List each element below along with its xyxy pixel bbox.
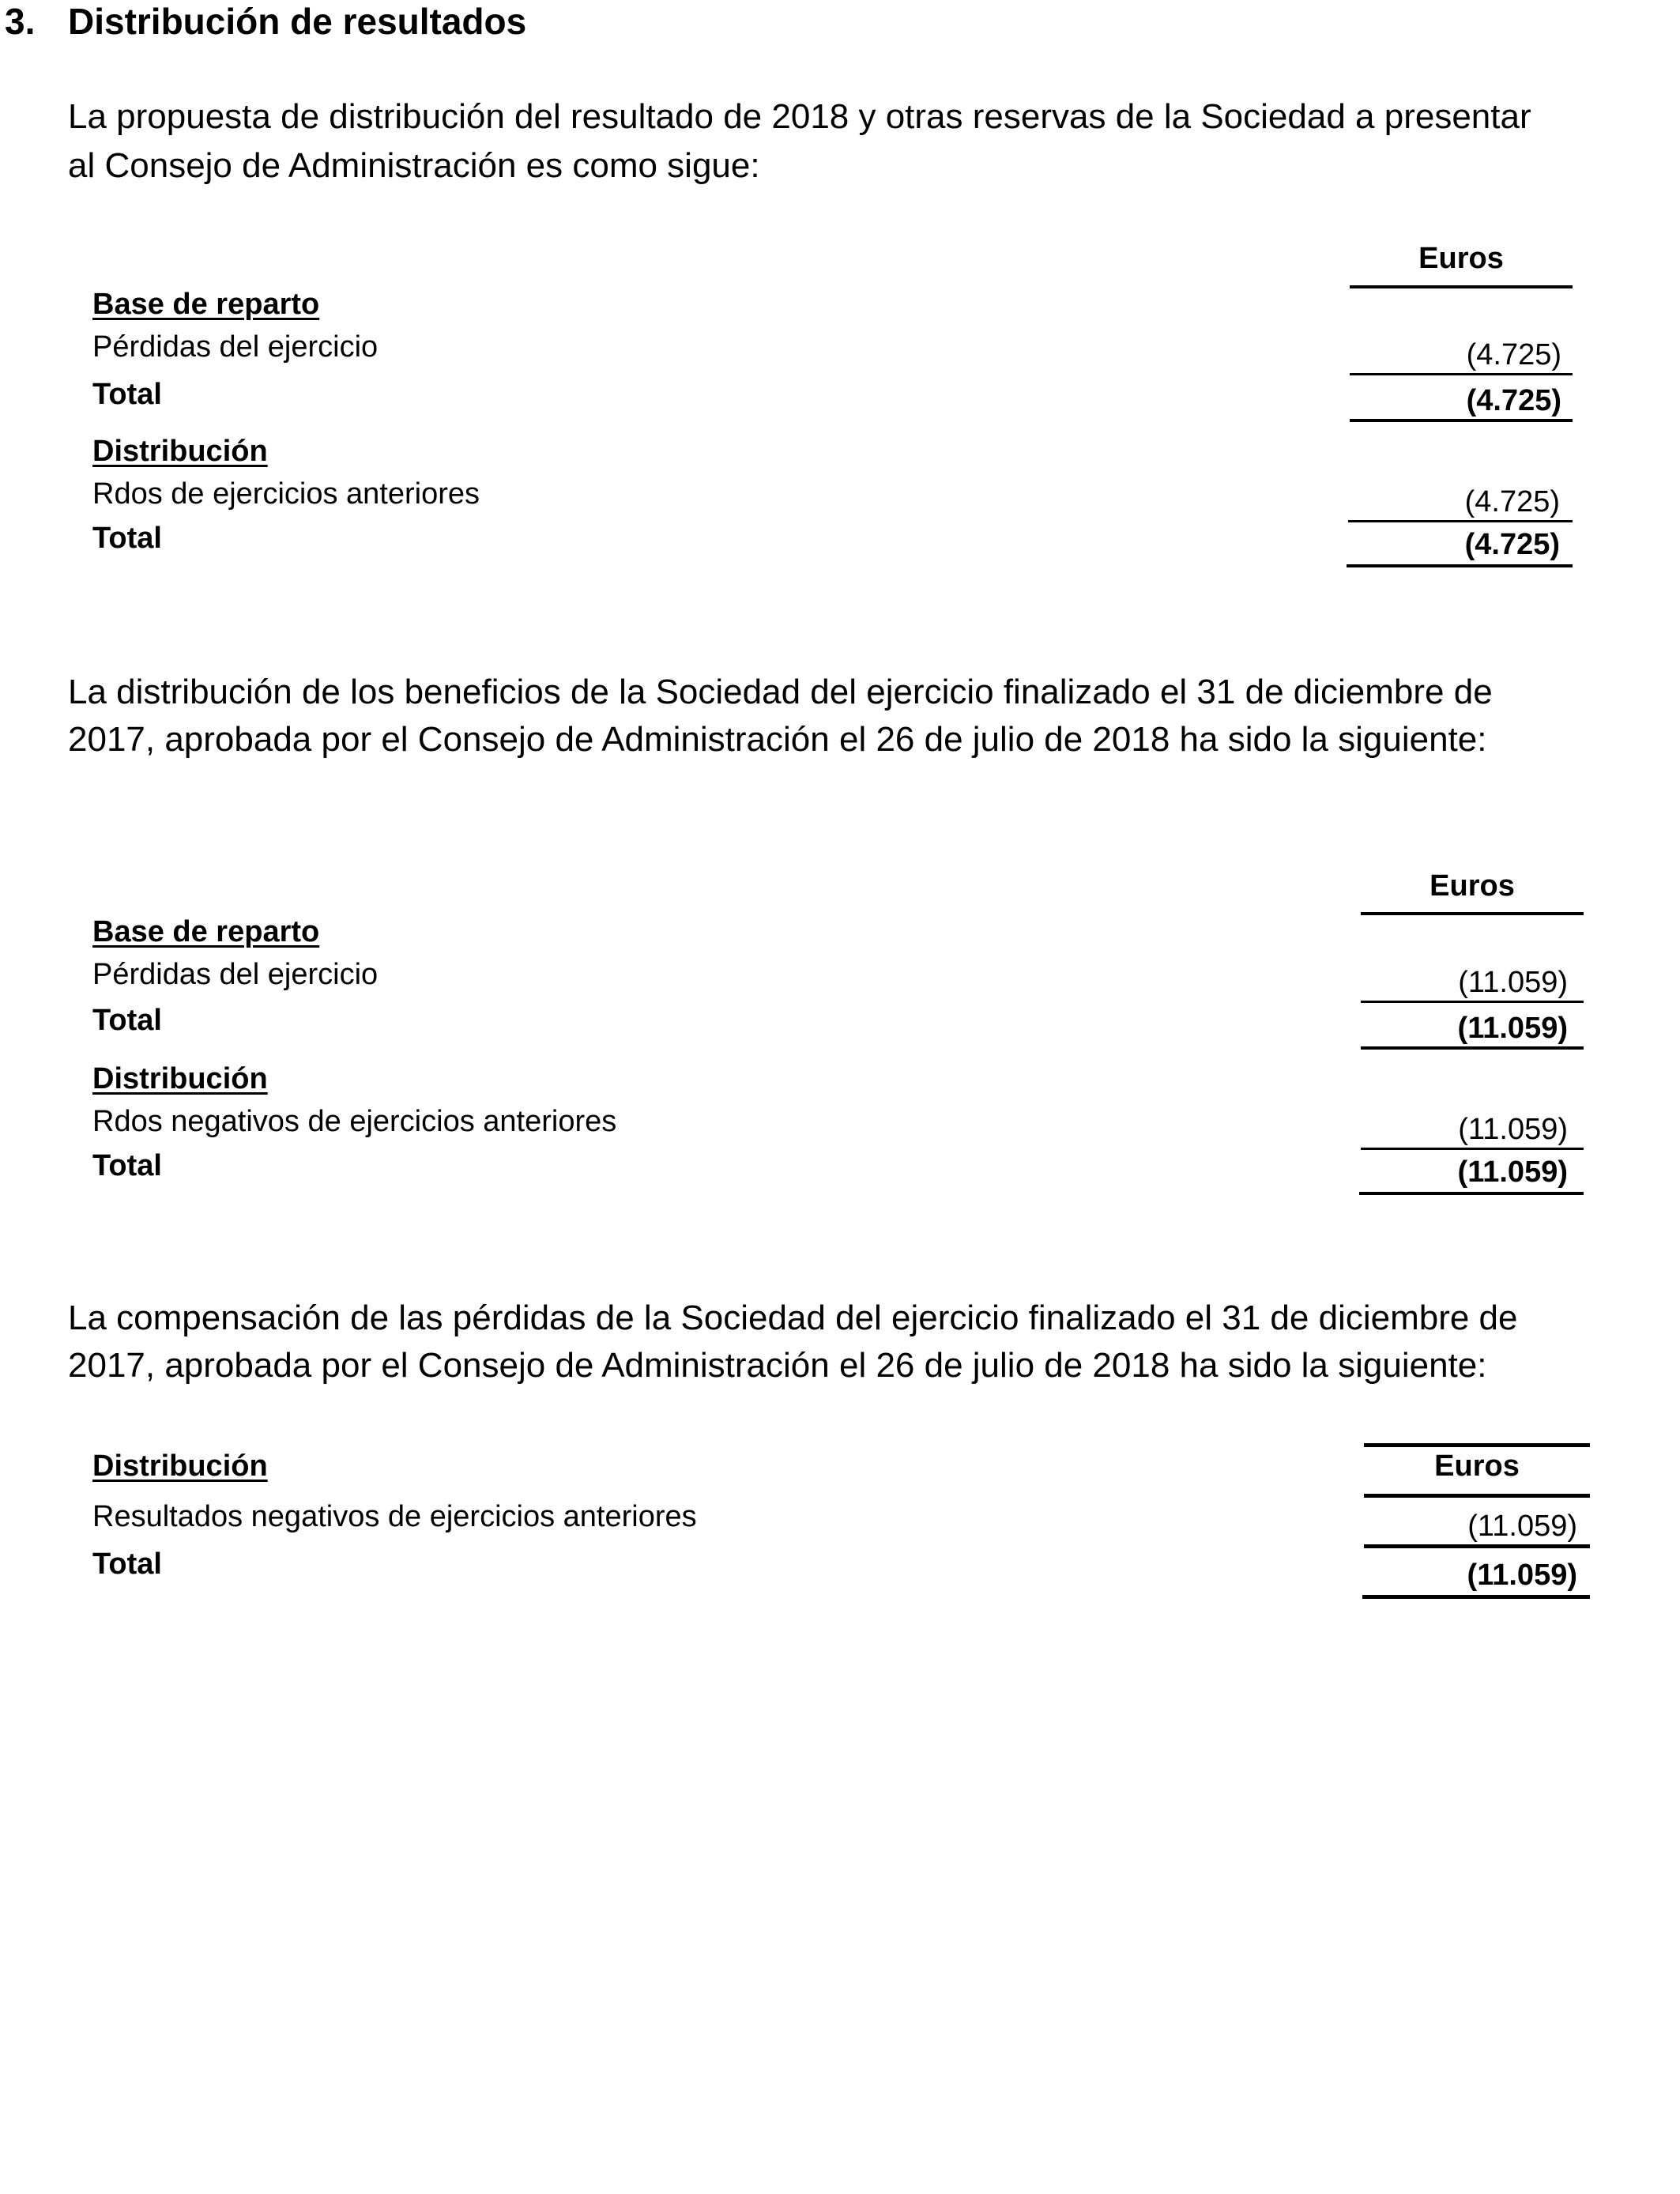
distribution-heading: Distribución <box>92 435 268 468</box>
divider <box>1348 520 1573 522</box>
paragraph-3-line-2: 2017, aprobada por el Consejo de Administración el 26 de julio de 2018 ha sido la siguiente: <box>68 1346 1487 1385</box>
base-item-label: Pérdidas del ejercicio <box>92 330 379 364</box>
distribution-total-label: Total <box>92 1547 162 1581</box>
paragraph-1-line-2: al Consejo de Administración es como sigue: <box>68 146 760 185</box>
distribution-total-label: Total <box>92 1149 162 1182</box>
paragraph-2-line-2: 2017, aprobada por el Consejo de Administración el 26 de julio de 2018 ha sido la siguiente: <box>68 720 1487 759</box>
column-header-euros: Euros <box>1430 869 1515 903</box>
paragraph-3-line-1: La compensación de las pérdidas de la Sociedad del ejercicio finalizado el 31 de diciembre de <box>68 1299 1518 1337</box>
paragraph-2-line-1: La distribución de los beneficios de la Sociedad del ejercicio finalizado el 31 de diciembre de <box>68 673 1493 711</box>
distribution-item-label: Rdos de ejercicios anteriores <box>92 477 480 511</box>
base-item-value: (11.059) <box>1458 966 1568 999</box>
distribution-item-label: Rdos negativos de ejercicios anteriores <box>92 1105 617 1138</box>
divider <box>1350 419 1573 422</box>
base-total-value: (4.725) <box>1466 384 1561 417</box>
section-title: Distribución de resultados <box>68 1 527 42</box>
paragraph-1-line-1: La propuesta de distribución del resultado de 2018 y otras reservas de la Sociedad a presentar <box>68 97 1531 136</box>
divider <box>1361 912 1584 915</box>
divider <box>1359 1192 1584 1195</box>
divider <box>1347 564 1573 567</box>
divider <box>1350 285 1573 288</box>
distribution-total-value: (11.059) <box>1457 1155 1568 1189</box>
distribution-item-label: Resultados negativos de ejercicios anteriores <box>92 1500 697 1533</box>
base-item-label: Pérdidas del ejercicio <box>92 958 379 991</box>
distribution-item-value: (4.725) <box>1464 485 1560 518</box>
divider <box>1361 1046 1584 1050</box>
base-total-value: (11.059) <box>1457 1012 1568 1045</box>
column-header-euros: Euros <box>1418 242 1504 275</box>
divider <box>1364 1494 1590 1498</box>
distribution-total-value: (4.725) <box>1464 528 1560 561</box>
divider <box>1364 1544 1590 1548</box>
distribution-heading: Distribución <box>92 1449 268 1483</box>
distribution-item-value: (11.059) <box>1467 1510 1577 1543</box>
divider <box>1362 1595 1590 1599</box>
base-total-label: Total <box>92 1004 162 1037</box>
distribution-total-value: (11.059) <box>1467 1559 1577 1592</box>
base-item-value: (4.725) <box>1466 338 1561 371</box>
divider <box>1361 1148 1584 1150</box>
base-heading: Base de reparto <box>92 915 320 948</box>
base-heading: Base de reparto <box>92 288 320 321</box>
divider <box>1361 1001 1584 1003</box>
column-header-euros: Euros <box>1434 1449 1520 1483</box>
base-total-label: Total <box>92 378 162 411</box>
section-number: 3. <box>5 1 36 42</box>
divider <box>1364 1443 1590 1447</box>
distribution-heading: Distribución <box>92 1062 268 1095</box>
divider <box>1350 373 1573 375</box>
distribution-item-value: (11.059) <box>1458 1113 1568 1146</box>
distribution-total-label: Total <box>92 522 162 555</box>
